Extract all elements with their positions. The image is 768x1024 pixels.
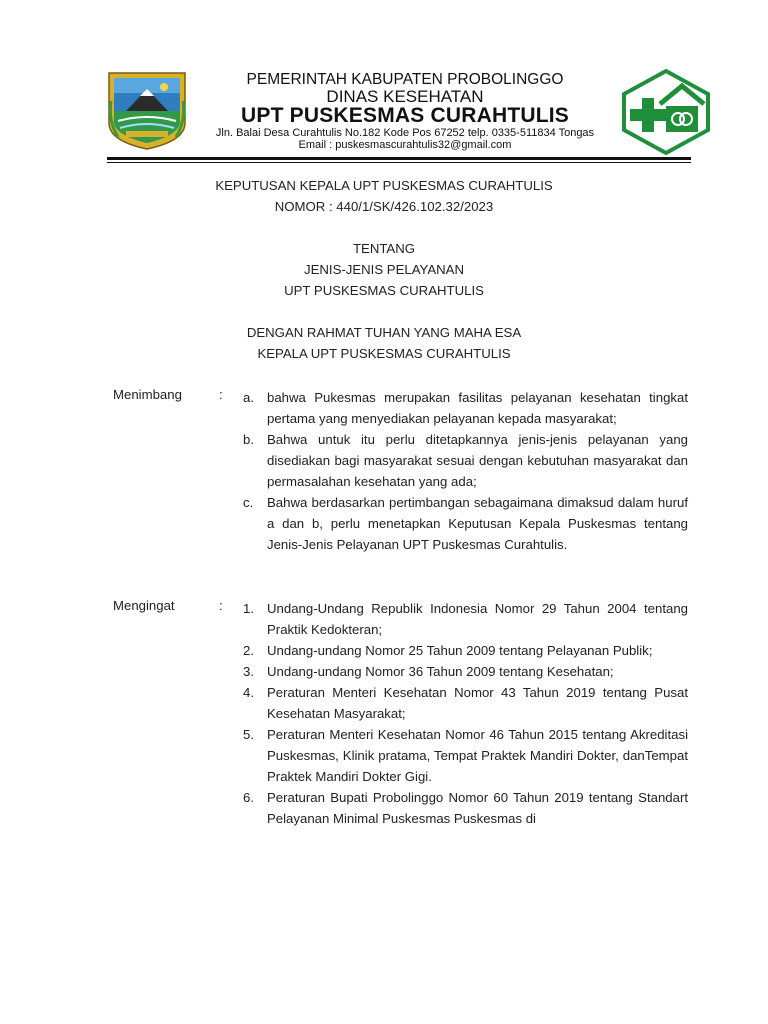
list-item [243,787,688,829]
letterhead-divider-thick [107,157,691,160]
list-item [243,682,688,724]
list-marker: 1. [243,601,254,616]
decree-title: KEPUTUSAN KEPALA UPT PUSKESMAS CURAHTULIS [215,178,553,193]
list-text: bahwa Pukesmas merupakan fasilitas pelayanan kesehatan tingkat pertama yang menyediakan pelayanan kepada masyarakat; [267,390,688,426]
menimbang-list [243,387,688,555]
list-marker: 6. [243,790,254,805]
mengingat-colon: : [219,598,223,613]
subject-line-2: JENIS-JENIS PELAYANAN [304,262,464,277]
puskesmas-logo-icon [620,68,712,156]
list-marker: 2. [243,643,254,658]
mengingat-list [243,598,688,829]
preamble-line-1: DENGAN RAHMAT TUHAN YANG MAHA ESA [246,325,522,340]
letterhead-email: Email : puskesmascurahtulis32@gmail.com [298,139,512,151]
list-marker: c. [243,495,254,510]
list-text: Peraturan Bupati Probolinggo Nomor 60 Tahun 2019 tentang Standart Pelayanan Minimal Puskesmas Puskesmas di [267,790,688,826]
subject-tentang: TENTANG [352,241,416,256]
list-item [243,640,688,661]
menimbang-label: Menimbang [113,387,182,402]
probolinggo-regency-emblem-icon [106,71,188,151]
list-text: Undang-Undang Republik Indonesia Nomor 29 Tahun 2004 tentang Praktik Kedokteran; [267,601,688,637]
decree-number: NOMOR : 440/1/SK/426.102.32/2023 [274,199,494,214]
list-text: Bahwa untuk itu perlu ditetapkannya jenis-jenis pelayanan yang disediakan bagi masyarakat sesuai dengan kebutuhan masyarakat dan permasalahan kesehatan yang ada; [267,432,688,489]
mengingat-label: Mengingat [113,598,175,613]
list-text: Undang-undang Nomor 25 Tahun 2009 tentang Pelayanan Publik; [267,643,653,658]
list-marker: a. [243,390,254,405]
letterhead-agency: DINAS KESEHATAN [326,87,484,106]
list-item [243,429,688,492]
preamble-line-2: KEPALA UPT PUSKESMAS CURAHTULIS [257,346,511,361]
list-marker: b. [243,432,254,447]
subject-line-3: UPT PUSKESMAS CURAHTULIS [284,283,484,298]
letterhead-government: PEMERINTAH KABUPATEN PROBOLINGGO [246,71,564,88]
list-text: Undang-undang Nomor 36 Tahun 2009 tentang Kesehatan; [267,664,614,679]
list-marker: 5. [243,727,254,742]
list-item [243,598,688,640]
list-item [243,661,688,682]
list-item [243,387,688,429]
list-text: Peraturan Menteri Kesehatan Nomor 46 Tahun 2015 tentang Akreditasi Puskesmas, Klinik pratama, Tempat Praktek Mandiri Dokter, danTempat Praktek Mandiri Dokter Gigi. [267,727,688,784]
list-item [243,492,688,555]
letterhead-address: Jln. Balai Desa Curahtulis No.182 Kode Pos 67252 telp. 0335-511834 Tongas [215,127,595,139]
list-marker: 4. [243,685,254,700]
list-text: Bahwa berdasarkan pertimbangan sebagaimana dimaksud dalam huruf a dan b, perlu menetapkan Keputusan Kepala Puskesmas tentang Jenis-Jenis Pelayanan UPT Puskesmas Curahtulis. [267,495,688,552]
list-marker: 3. [243,664,254,679]
letterhead-divider-thin [107,162,691,163]
menimbang-colon: : [219,387,223,402]
list-item [243,724,688,787]
letterhead-institution: UPT PUSKESMAS CURAHTULIS [241,104,569,127]
list-text: Peraturan Menteri Kesehatan Nomor 43 Tahun 2019 tentang Pusat Kesehatan Masyarakat; [267,685,688,721]
